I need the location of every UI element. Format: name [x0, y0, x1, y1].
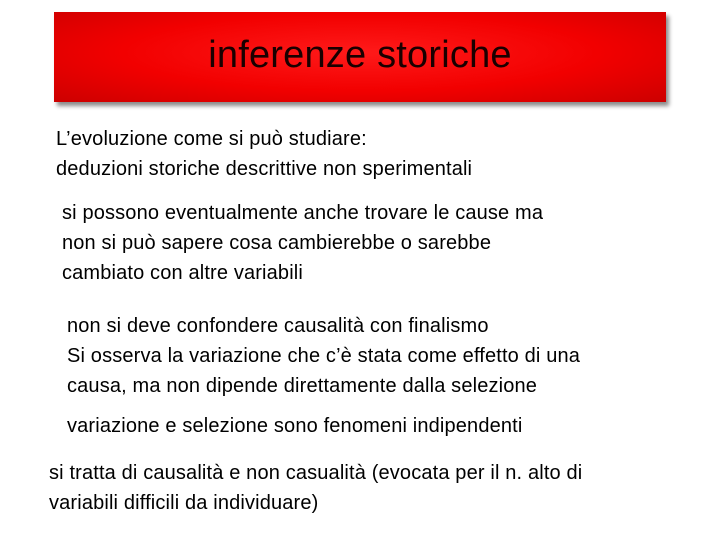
text-line: non si può sapere cosa cambierebbe o sarebbe	[62, 232, 492, 254]
text-line: Si osserva la variazione che c’è stata come effetto di una	[67, 345, 581, 367]
text-line: L’evoluzione come si può studiare:	[56, 128, 367, 150]
text-line: si tratta di causalità e non casualità (evocata per il n. alto di	[49, 462, 583, 484]
text-line: variabili difficili da individuare)	[49, 492, 319, 514]
text-line: deduzioni storiche descrittive non sperimentali	[56, 158, 473, 180]
paragraph-causality-finalism	[67, 311, 580, 401]
slide-title: inferenze storiche	[208, 33, 512, 76]
text-line: cambiato con altre variabili	[62, 262, 303, 284]
text-line: si possono eventualmente anche trovare le cause ma	[62, 202, 544, 224]
paragraph-evolution-study	[56, 124, 472, 184]
text-line: causa, ma non dipende direttamente dalla selezione	[67, 375, 538, 397]
text-line: non si deve confondere causalità con finalismo	[67, 315, 489, 337]
paragraph-causes	[62, 198, 543, 288]
text-line: variazione e selezione sono fenomeni indipendenti	[67, 415, 523, 437]
title-banner	[54, 12, 666, 102]
paragraph-causality-vs-chance	[49, 458, 582, 518]
paragraph-independent-phenomena	[67, 411, 522, 441]
